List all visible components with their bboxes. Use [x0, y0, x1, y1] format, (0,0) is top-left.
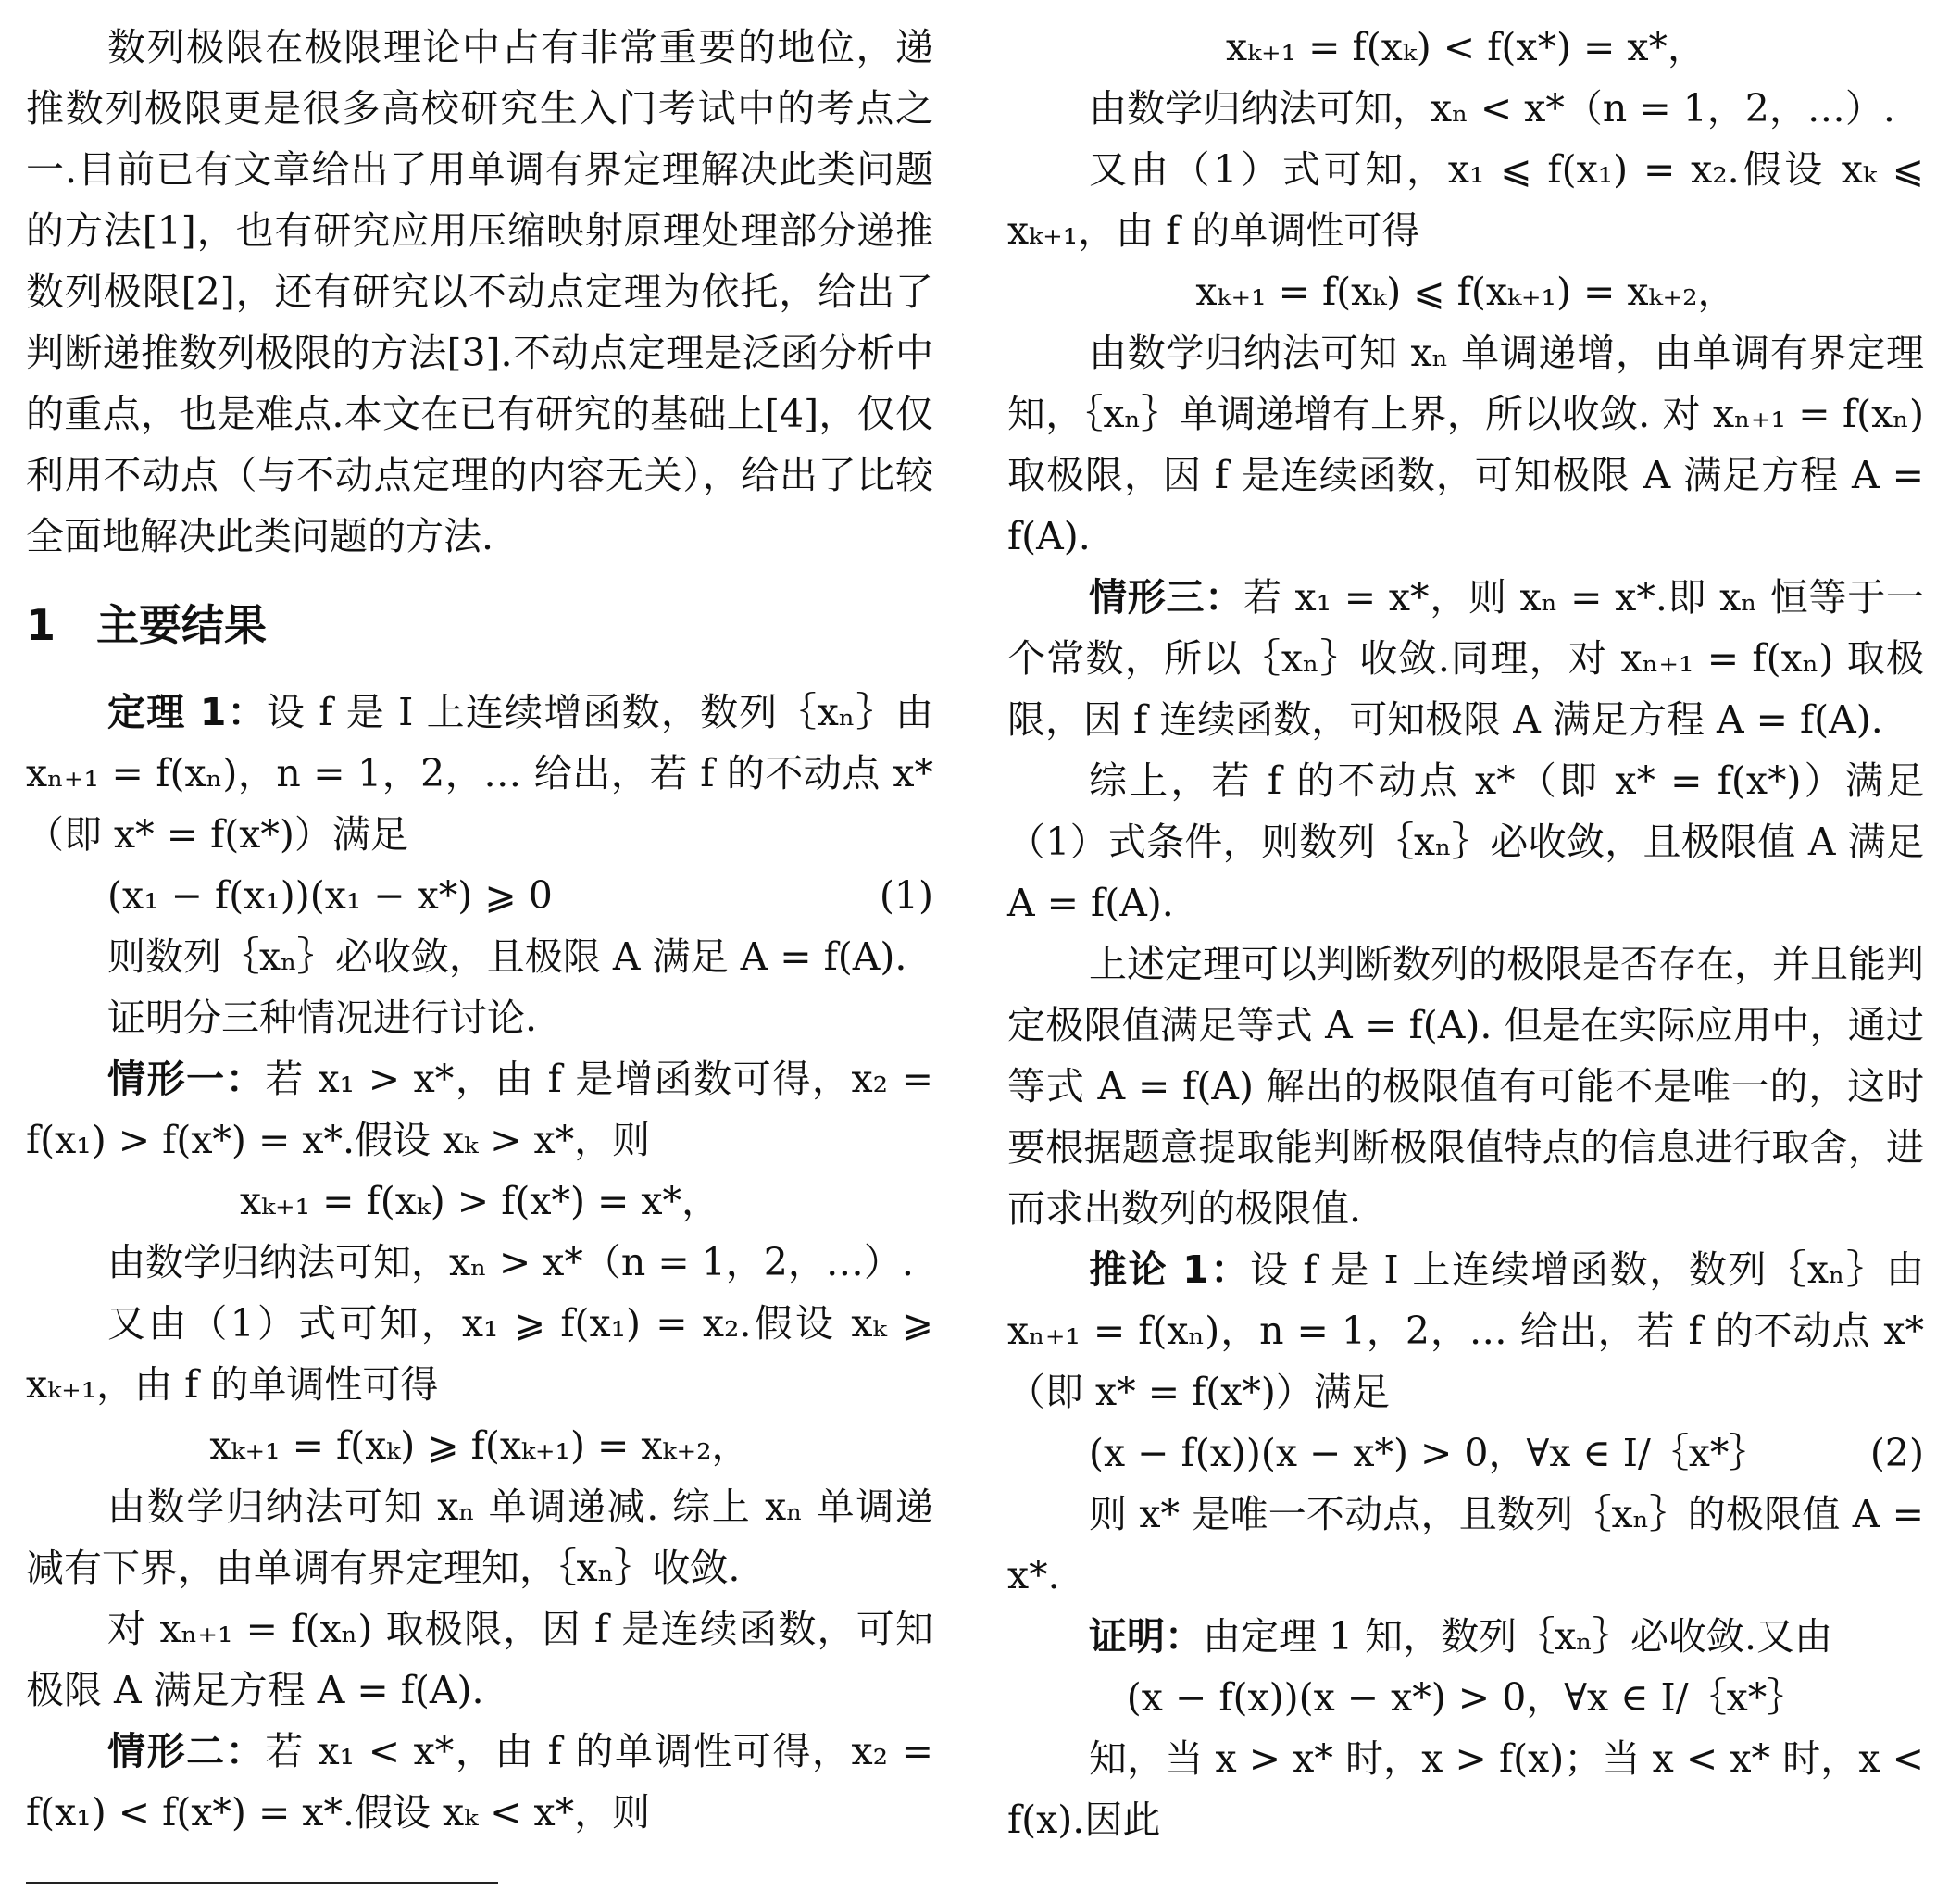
case-3-text: 若 x₁ = x*，则 xₙ = x*.即 xₙ 恒等于一个常数，所以｛xₙ｝收敛.同理，对 xₙ₊₁ = f(xₙ) 取极限，因 f 连续函数，可知极限 A 满足方程 A = f(A). — [1007, 575, 1924, 742]
proof-text: 由定理 1 知，数列｛xₙ｝必收敛.又由 — [1203, 1614, 1833, 1659]
case-2-induction: 由数学归纳法可知，xₙ < x*（n = 1，2，…）. — [1089, 86, 1895, 131]
case-2-equation: xₖ₊₁ = f(xₖ) < f(x*) = x*， — [1225, 25, 1706, 69]
corollary-1-conclusion: 则 x* 是唯一不动点，且数列｛xₙ｝的极限值 A = x*. — [1007, 1492, 1924, 1597]
equation-2 — [1007, 1422, 1924, 1484]
summary-paragraph: 综上，若 f 的不动点 x*（即 x* = f(x*)）满足（1）式条件，则数列｛xₙ｝必收敛，且极限值 A 满足 A = f(A). — [1007, 758, 1924, 925]
right-column — [1007, 17, 1924, 1850]
case-2 — [26, 1721, 933, 1843]
case-1-monotone: 又由（1）式可知，x₁ ⩾ f(x₁) = x₂.假设 xₖ ⩾ xₖ₊₁，由 f 的单调性可得 — [26, 1301, 933, 1407]
section-number: 1 — [26, 600, 56, 650]
case-2-equation-2: xₖ₊₁ = f(xₖ) ⩽ f(xₖ₊₁) = xₖ₊₂， — [1195, 269, 1736, 314]
case-1 — [26, 1048, 933, 1171]
theorem-1-text: 设 f 是 I 上连续增函数，数列｛xₙ｝由 xₙ₊₁ = f(xₙ)，n = 1，2，… 给出，若 f 的不动点 x*（即 x* = f(x*)）满足 — [26, 690, 933, 857]
proof-equation: (x − f(x))(x − x*) > 0，∀x ∈ I/｛x*｝ — [1126, 1675, 1805, 1720]
equation-1 — [26, 865, 933, 926]
corollary-1 — [1007, 1239, 1924, 1422]
proof-intro: 证明分三种情况进行讨论. — [107, 996, 538, 1040]
remark-paragraph: 上述定理可以判断数列的极限是否存在，并且能判定极限值满足等式 A = f(A). 但是在实际应用中，通过等式 A = f(A) 解出的极限值有可能不是唯一的，这时要根据题意提取能判断极限值特点的信息进行取舍，进而求出数列的极限值. — [1007, 942, 1924, 1231]
equation-2-body: (x − f(x))(x − x*) > 0，∀x ∈ I/｛x*｝ — [1089, 1431, 1768, 1475]
equation-1-number: (1) — [879, 873, 933, 918]
left-column — [26, 17, 933, 1843]
case-1-equation: xₖ₊₁ = f(xₖ) > f(x*) = x*， — [239, 1179, 720, 1223]
section-title: 主要结果 — [96, 600, 267, 650]
case-1-conclusion: 由数学归纳法可知 xₙ 单调递减. 综上 xₙ 单调递减有下界，由单调有界定理知，｛xₙ｝收敛. — [26, 1484, 933, 1590]
section-heading — [26, 593, 933, 658]
case-1-label: 情形一： — [107, 1057, 266, 1101]
case-1-induction: 由数学归纳法可知，xₙ > x*（n = 1，2，…）. — [107, 1240, 914, 1284]
footnote-rule — [26, 1882, 498, 1884]
case-1-limit: 对 xₙ₊₁ = f(xₙ) 取极限，因 f 是连续函数，可知极限 A 满足方程 A = f(A). — [26, 1607, 933, 1712]
proof-tail: 知，当 x > x* 时，x > f(x)；当 x < x* 时，x < f(x).因此 — [1007, 1736, 1925, 1842]
case-2-text: 若 x₁ < x*，由 f 的单调性可得，x₂ = f(x₁) < f(x*) = x*.假设 xₖ < x*，则 — [26, 1729, 933, 1835]
case-2-conclusion: 由数学归纳法可知 xₙ 单调递增，由单调有界定理知，｛xₙ｝单调递增有上界，所以收敛. 对 xₙ₊₁ = f(xₙ) 取极限，因 f 是连续函数，可知极限 A 满足方程 A = f(A). — [1007, 331, 1924, 558]
proof-label: 证明： — [1089, 1614, 1203, 1659]
case-2-label: 情形二： — [107, 1729, 266, 1773]
case-1-text: 若 x₁ > x*，由 f 是增函数可得，x₂ = f(x₁) > f(x*) = x*.假设 xₖ > x*，则 — [26, 1057, 933, 1162]
corollary-1-text: 设 f 是 I 上连续增函数，数列｛xₙ｝由 xₙ₊₁ = f(xₙ)，n = 1，2，… 给出，若 f 的不动点 x*（即 x* = f(x*)）满足 — [1007, 1247, 1924, 1414]
case-3 — [1007, 567, 1924, 750]
intro-paragraph: 数列极限在极限理论中占有非常重要的地位，递推数列极限更是很多高校研究生入门考试中的考点之一.目前已有文章给出了用单调有界定理解决此类问题的方法[1]，也有研究应用压缩映射原理处理部分递推数列极限[2]，还有研究以不动点定理为依托，给出了判断递推数列极限的方法[3].不动点定理是泛函分析中的重点，也是难点.本文在已有研究的基础上[4]，仅仅利用不动点（与不动点定理的内容无关），给出了比较全面地解决此类问题的方法. — [26, 25, 933, 558]
corollary-1-label: 推论 1： — [1089, 1247, 1251, 1292]
case-2-monotone: 又由（1）式可知，x₁ ⩽ f(x₁) = x₂.假设 xₖ ⩽ xₖ₊₁，由 f 的单调性可得 — [1007, 147, 1924, 253]
case-1-equation-2: xₖ₊₁ = f(xₖ) ⩾ f(xₖ₊₁) = xₖ₊₂， — [209, 1423, 750, 1468]
corollary-proof — [1007, 1606, 1924, 1667]
case-3-label: 情形三： — [1089, 575, 1243, 620]
theorem-1 — [26, 682, 933, 865]
theorem-1-conclusion: 则数列｛xₙ｝必收敛，且极限 A 满足 A = f(A). — [107, 934, 907, 979]
equation-2-number: (2) — [1869, 1431, 1924, 1475]
equation-1-body: (x₁ − f(x₁))(x₁ − x*) ⩾ 0 — [107, 873, 553, 918]
theorem-1-label: 定理 1： — [107, 690, 267, 734]
